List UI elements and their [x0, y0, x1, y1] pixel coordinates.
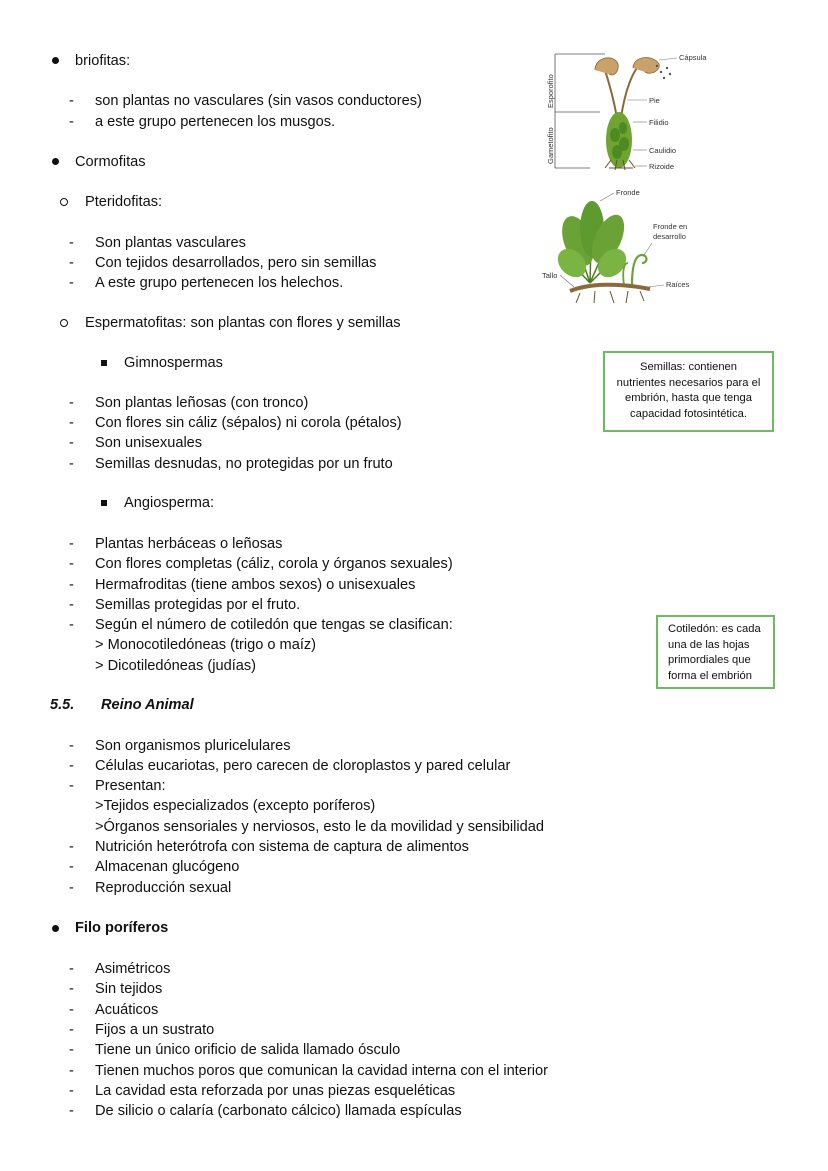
label-raices: Raíces: [666, 280, 690, 289]
list-subitem: >Órganos sensoriales y nerviosos, esto le da movilidad y sensibilidad: [95, 819, 544, 835]
square-bullet-icon: [101, 360, 107, 366]
dash-icon: -: [69, 114, 74, 130]
note-line: nutrientes necesarios para el: [616, 376, 761, 389]
square-bullet-icon: [101, 500, 107, 506]
list-item: Presentan:: [95, 778, 166, 794]
cotiledon-note: [656, 615, 775, 689]
bullet-icon: [52, 57, 59, 64]
espermatofitas-title: Espermatofitas: son plantas con flores y semillas: [85, 315, 401, 331]
circle-bullet-icon: [60, 319, 68, 327]
fern-illustration: [540, 183, 715, 308]
dash-icon: -: [69, 778, 74, 794]
dash-icon: -: [69, 456, 74, 472]
cormofitas-title: Cormofitas: [75, 154, 146, 170]
list-item: Según el número de cotiledón que tengas se clasifican:: [95, 617, 453, 633]
list-item: Con tejidos desarrollados, pero sin semillas: [95, 255, 377, 271]
list-item: Son plantas leñosas (con tronco): [95, 395, 309, 411]
list-item: Asimétricos: [95, 961, 171, 977]
label-pie: Pie: [649, 96, 660, 105]
label-fronde-en: Fronde en: [653, 222, 688, 231]
dash-icon: -: [69, 415, 74, 431]
dash-icon: -: [69, 1083, 74, 1099]
list-item: Son unisexuales: [95, 435, 203, 451]
pteridofitas-title: Pteridofitas:: [85, 194, 163, 210]
list-item: Células eucariotas, pero carecen de cloroplastos y pared celular: [95, 758, 511, 774]
dash-icon: -: [69, 395, 74, 411]
list-item: Almacenan glucógeno: [95, 859, 240, 875]
list-item: a este grupo pertenecen los musgos.: [95, 114, 336, 130]
list-item: Tienen muchos poros que comunican la cavidad interna con el interior: [95, 1063, 548, 1079]
dash-icon: -: [69, 839, 74, 855]
note-line: primordiales que: [668, 654, 751, 666]
dash-icon: -: [69, 981, 74, 997]
dash-icon: -: [69, 597, 74, 613]
angiosperma-title: Angiosperma:: [124, 495, 215, 511]
bullet-icon: [52, 925, 59, 932]
section-number: 5.5.: [50, 697, 75, 713]
note-line: Cotiledón: es cada: [668, 623, 761, 635]
list-item: Semillas protegidas por el fruto.: [95, 597, 301, 613]
list-item: son plantas no vasculares (sin vasos conductores): [95, 93, 422, 109]
list-item: La cavidad esta reforzada por unas piezas esqueléticas: [95, 1083, 456, 1099]
dash-icon: -: [69, 255, 74, 271]
label-tallo: Tallo: [542, 271, 558, 280]
list-subitem: > Dicotiledóneas (judías): [95, 658, 257, 674]
list-item: Sin tejidos: [95, 981, 163, 997]
label-gametofito: Gametofito: [546, 127, 555, 164]
label-rizoide: Rizoide: [649, 162, 675, 171]
dash-icon: -: [69, 1063, 74, 1079]
list-item: Plantas herbáceas o leñosas: [95, 536, 283, 552]
list-item: Reproducción sexual: [95, 880, 232, 896]
dash-icon: -: [69, 577, 74, 593]
list-item: Son organismos pluricelulares: [95, 738, 291, 754]
label-desarrollo: desarrollo: [653, 232, 686, 241]
note-line: una de las hojas: [668, 638, 750, 651]
section-title: Reino Animal: [101, 697, 194, 713]
label-caulidio: Caulidio: [649, 146, 677, 155]
poriferos-title: Filo poríferos: [75, 920, 169, 936]
dash-icon: -: [69, 961, 74, 977]
briofitas-title: briofitas:: [75, 53, 131, 69]
dash-icon: -: [69, 738, 74, 754]
list-item: Hermafroditas (tiene ambos sexos) o unisexuales: [95, 577, 416, 593]
bullet-icon: [52, 158, 59, 165]
dash-icon: -: [69, 1103, 74, 1119]
note-line: Semillas: contienen: [639, 361, 737, 373]
note-line: capacidad fotosintética.: [630, 407, 747, 420]
dash-icon: -: [69, 275, 74, 291]
label-esporofito: Esporofito: [546, 74, 555, 108]
note-line: embrión, hasta que tenga: [625, 392, 752, 404]
dash-icon: -: [69, 235, 74, 251]
list-item: Con flores sin cáliz (sépalos) ni corola (pétalos): [95, 415, 402, 431]
list-item: Acuáticos: [95, 1002, 159, 1018]
note-line: forma el embrión: [668, 669, 752, 682]
list-item: De silicio o calaría (carbonato cálcico) llamada espículas: [95, 1103, 462, 1119]
dash-icon: -: [69, 556, 74, 572]
list-item: Fijos a un sustrato: [95, 1022, 215, 1038]
dash-icon: -: [69, 536, 74, 552]
list-item: Nutrición heterótrofa con sistema de captura de alimentos: [95, 839, 469, 855]
dash-icon: -: [69, 1042, 74, 1058]
moss-illustration: [545, 50, 715, 175]
dash-icon: -: [69, 758, 74, 774]
dash-icon: -: [69, 617, 74, 633]
list-subitem: > Monocotiledóneas (trigo o maíz): [95, 637, 317, 653]
circle-bullet-icon: [60, 198, 68, 206]
dash-icon: -: [69, 435, 74, 451]
list-item: Tiene un único orificio de salida llamado ósculo: [95, 1042, 401, 1058]
list-item: Semillas desnudas, no protegidas por un fruto: [95, 456, 393, 472]
label-filidio: Filidio: [649, 118, 669, 127]
list-item: Son plantas vasculares: [95, 235, 246, 251]
dash-icon: -: [69, 880, 74, 896]
dash-icon: -: [69, 1022, 74, 1038]
dash-icon: -: [69, 1002, 74, 1018]
gimnospermas-title: Gimnospermas: [124, 355, 223, 371]
label-fronde: Fronde: [616, 188, 640, 197]
semillas-note: [603, 351, 774, 432]
list-item: Con flores completas (cáliz, corola y órganos sexuales): [95, 556, 453, 572]
list-subitem: >Tejidos especializados (excepto poríferos): [95, 798, 376, 814]
list-item: A este grupo pertenecen los helechos.: [95, 275, 344, 291]
label-capsula: Cápsula: [679, 53, 707, 62]
dash-icon: -: [69, 93, 74, 109]
dash-icon: -: [69, 859, 74, 875]
